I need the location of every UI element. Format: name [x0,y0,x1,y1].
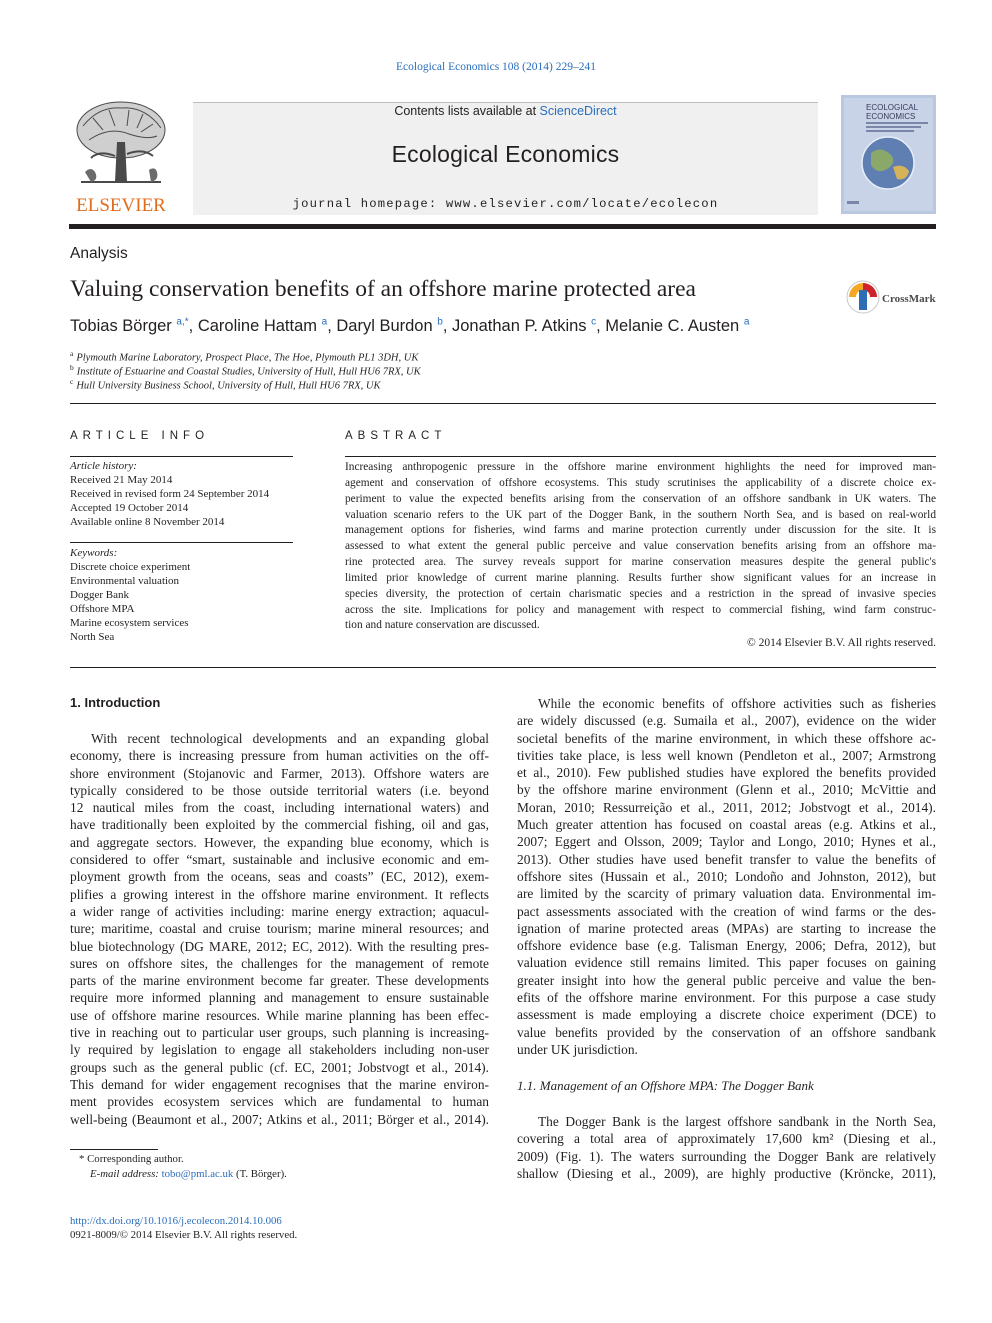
body-line: 2013). Other studies have used benefit transfer to value the benefits of [517,851,936,867]
email-link[interactable]: tobo@pml.ac.uk [161,1168,234,1180]
homepage-prefix: journal homepage: [292,197,446,211]
svg-text:ELSEVIER: ELSEVIER [76,195,166,214]
introduction-text [70,730,489,1128]
issn-line: 0921-8009/© 2014 Elsevier B.V. All rights reserved. [70,1229,298,1241]
divider [70,542,293,543]
body-line: 2007; Eggert and Olsson, 2009; Taylor and Longo, 2010; Hynes et al., [517,834,936,850]
body-line: plifies a growing interest in the offshore marine environment. It reflects [70,886,489,902]
author[interactable]: Jonathan P. Atkins $^c$, [451,316,606,335]
abstract-line: valuation scenario refers to the UK part of the Dogger Bank, in the southern North Sea, and is based on real-world [345,508,936,521]
body-line: offshore evidence base (e.g. Talisman Energy, 2006; Defra, 2012), but [517,938,936,954]
corresponding-author-note: * Corresponding author. [79,1153,184,1165]
body-line: With recent technological developments and an expanding global [91,731,489,746]
body-line: tivities take place, is less well known (Pendleton et al., 2007; Armstrong [517,747,936,763]
body-line: sures on offshore sites, the challenges for the management of remote [70,955,489,971]
homepage-url-link[interactable]: www.elsevier.com/locate/ecolecon [445,197,719,211]
article-info-heading: ARTICLE INFO [70,430,210,442]
body-line: The Dogger Bank is the largest offshore sandbank in the North Sea, [538,1114,936,1129]
body-line: and aggregate sectors. However, the expanding blue economy, which is [70,834,489,850]
divider [70,667,936,668]
abstract-line: agement and conservation of offshore ecosystems. This study scrutinises the applicability of a discrete choice ex- [345,476,936,489]
keyword: Marine ecosystem services [70,617,189,629]
contents-prefix: Contents lists available at [394,104,540,118]
body-line: require more informed planning and management to ensure sustainable [70,990,489,1006]
journal-homepage-line [193,197,818,211]
abstract-line: assessed to what extent the general public perceive and value conservation benefits arising from an offshore ma- [345,540,936,553]
keywords-label: Keywords: [70,547,118,559]
body-line: economy, there is increasing pressure from human activities on the off- [70,748,489,764]
journal-citation-link[interactable]: Ecological Economics 108 (2014) 229–241 [396,61,596,73]
body-line: ignation of marine protected areas (MPAs) are starting to increase the [517,920,936,936]
elsevier-logo [69,96,173,214]
keyword: Environmental valuation [70,575,180,587]
email-label: E-mail address: [90,1168,162,1180]
contents-line [193,104,818,118]
journal-cover-thumbnail [841,95,936,214]
body-line: 2009) (Fig. 1). The waters surrounding the Dogger Bank are relatively [517,1148,936,1164]
body-line: ployment growth from the oceans, seas and coasts” (EC, 2012), exem- [70,869,489,885]
body-line: groups such as the general public (cf. EC, 2001; Jobstvogt et al., 2014). [70,1059,489,1075]
journal-name: Ecological Economics [391,141,620,167]
abstract-line: management options for fisheries, wind farms and marine protection currently under discussion for the site. It is [345,524,936,537]
body-line: ment provides ecosystem services which are fundamental to human [70,1094,489,1110]
body-line: by the offshore marine environment (Glenn et al., 2010; McVittie and [517,782,936,798]
body-line: under UK jurisdiction. [517,1041,638,1057]
body-line: value benefits provided by the conservation of an offshore sandbank [517,1024,936,1040]
subsection-heading: 1.1. Management of an Offshore MPA: The Dogger Bank [517,1078,814,1093]
body-line: valuation evidence still remains limited. This paper focuses on gaining [517,955,936,971]
body-line: tive in reaching out to particular user groups, such planning is increasing- [70,1025,489,1041]
body-line: greater insight into how the general public perceive and value the ben- [517,972,936,988]
keyword: Offshore MPA [70,603,135,615]
body-line: shore environment (Stojanovic and Farmer, 2013). Offshore waters are [70,765,489,781]
abstract-line: limited prior knowledge of current marine planning. Results further show significant values for an increase in [345,571,936,584]
doi-link[interactable]: http://dx.doi.org/10.1016/j.ecolecon.2014.10.006 [70,1215,282,1227]
email-suffix: (T. Börger). [233,1168,287,1180]
sciencedirect-link[interactable]: ScienceDirect [539,104,617,118]
abstract-heading: ABSTRACT [345,430,447,442]
abstract-copyright: © 2014 Elsevier B.V. All rights reserved. [747,637,936,649]
divider [345,456,936,457]
history-item: Available online 8 November 2014 [70,516,225,528]
affiliation: $^c$ Hull University Business School, University of Hull, Hull HU6 7RX, UK [70,377,381,392]
body-line: offshore sites (Hussain et al., 2010; Londoño and Johnston, 2012), but [517,868,936,884]
body-line: Moran, 2010; Ressurreição et al., 2011, 2012; Jobstvogt et al., 2014). [517,799,936,815]
affiliation: $^b$ Institute of Estuarine and Coastal Studies, University of Hull, Hull HU6 7RX, UK [70,363,421,378]
crossmark-badge[interactable] [846,280,938,316]
keyword: Dogger Bank [70,589,129,601]
body-line: have traditionally been exploited by the commercial fishing, oil and gas, [70,817,489,833]
body-line: shallow (Diesing et al., 2009), are highly productive (Kröncke, 2011), [517,1165,936,1181]
body-line: ture; maritime, coastal and cruise tourism; marine mineral resources; and [70,921,489,937]
divider [70,403,936,404]
introduction-heading: 1. Introduction [70,695,161,710]
author-list [70,316,749,336]
keyword: North Sea [70,631,115,643]
body-line: 12 nautical miles from the coast, including international waters) and [70,800,489,816]
body-line: assessment is made employing a discrete choice experiment (DCE) to [517,1007,936,1023]
paper-title: Valuing conservation benefits of an offshore marine protected area [70,276,696,302]
abstract-line: tion and nature conservation are discussed. [345,619,540,632]
body-line: Much greater attention has focused on coastal areas (e.g. Atkins et al., [517,817,936,833]
author[interactable]: Daryl Burdon $^b$, [336,316,452,335]
abstract-line: species diversity, the protection of certain charismatic species and a restriction in the spread of invasive species [345,587,936,600]
body-line: societal benefits of the marine environment, in which these offshore ac- [517,730,936,746]
body-line: considered to offer “smart, sustainable and inclusive economic and em- [70,852,489,868]
body-line: This demand for wider engagement recognises that the marine environ- [70,1076,489,1092]
crossmark-label: CrossMark [882,293,936,305]
abstract-line: rine protected area. The survey reveals support for marine conservation measures despite the general public's [345,556,936,569]
keyword: Discrete choice experiment [70,561,191,573]
abstract-line: Increasing anthropogenic pressure in the offshore marine environment highlights the need for improved man- [345,461,936,473]
header-divider [69,224,936,229]
body-line: covering a total area of approximately 17,600 km² (Diesing et al., [517,1131,936,1147]
abstract-line: periment to value the expected benefits arising from the conservation of an offshore sandbank in UK waters. The [345,492,936,505]
body-line: et al., 2010). Few published studies have explored the benefits provided [517,765,936,781]
body-line: well-being (Beaumont et al., 2007; Atkins et al., 2011; Börger et al., 2014). [70,1111,489,1127]
author[interactable]: Tobias Börger $^{a,*}$, [70,316,198,335]
body-line: use of offshore marine resources. While marine planning has been effec- [70,1007,489,1023]
divider [70,456,293,457]
body-line: pact assessments associated with the creation of wind farms or the des- [517,903,936,919]
history-item: Received in revised form 24 September 2014 [70,488,270,500]
body-line: blue biotechnology (DG MARE, 2012; EC, 2012). With the resulting pres- [70,938,489,954]
affiliation: $^a$ Plymouth Marine Laboratory, Prospect Place, The Hoe, Plymouth PL1 3DH, UK [70,349,419,364]
author[interactable]: Caroline Hattam $^a$, [197,316,337,335]
body-line: are widely discussed (e.g. Sumaila et al., 2007), evidence on the wider [517,713,936,729]
svg-text:ECONOMICS: ECONOMICS [866,112,916,121]
abstract-line: across the site. Implications for policy and management with respect to commercial fishing, wind farm construc- [345,603,936,616]
body-text-right [517,695,936,1058]
history-item: Received 21 May 2014 [70,474,173,486]
body-line: typically considered to be those outside territorial waters (i.e. beyond [70,782,489,798]
history-label: Article history: [70,460,137,472]
section-label: Analysis [70,245,128,262]
body-line: parts of the marine environment become far greater. These developments [70,973,489,989]
email-note [90,1168,287,1180]
history-item: Accepted 19 October 2014 [70,502,189,514]
body-line: are limited by the scarcity of primary valuation data. Environmental im- [517,886,936,902]
abstract-body [345,460,936,634]
body-line: a wider range of activities including: marine energy extraction; aquacul- [70,903,489,919]
subsection-text [517,1113,936,1182]
body-line: efits of the offshore marine environment. For this purpose a case study [517,990,936,1006]
author[interactable]: Melanie C. Austen $^a$ [605,316,750,335]
body-line: ly required by legislation to engage all stakeholders including non-user [70,1042,489,1058]
footnote-divider [70,1149,158,1150]
body-line: While the economic benefits of offshore activities such as fisheries [538,696,936,711]
svg-text:ECOLOGICAL: ECOLOGICAL [866,103,919,112]
